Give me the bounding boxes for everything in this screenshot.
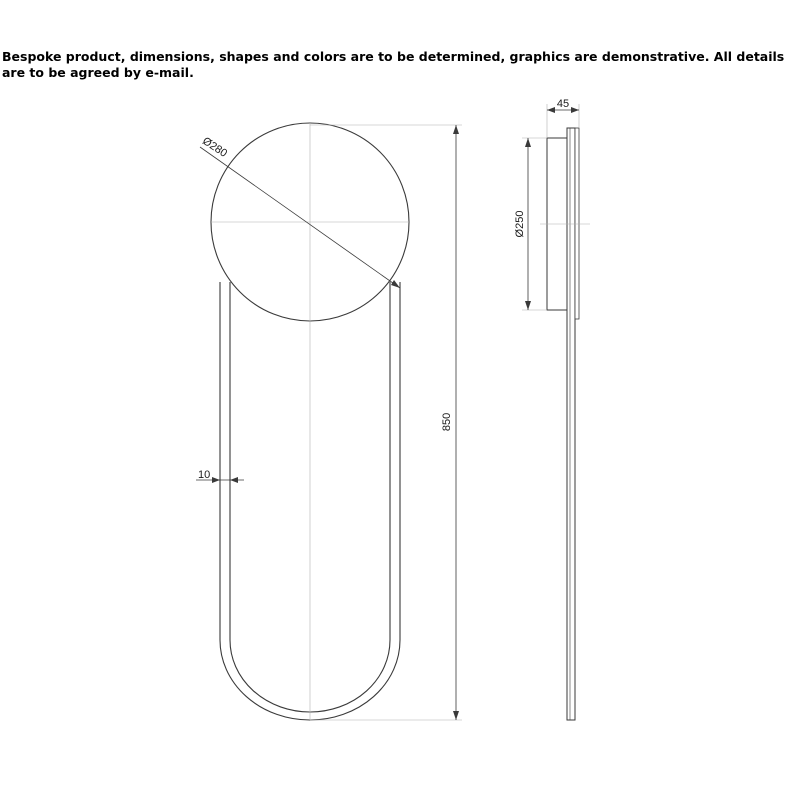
height-label: 850	[441, 412, 453, 432]
depth-label: 45	[556, 98, 570, 110]
height-arrow-top	[453, 125, 459, 134]
circle-diameter-label: Ø280	[200, 135, 230, 160]
frame-width-label: 10	[198, 469, 211, 481]
depth-arrow-left	[547, 107, 555, 113]
disc-arrow-top	[525, 138, 531, 147]
depth-arrow-right	[571, 107, 579, 113]
disc-arrow-bottom	[525, 301, 531, 310]
frame-width-arrow-inner	[230, 477, 238, 483]
height-arrow-bottom	[453, 711, 459, 720]
disclaimer-note: Bespoke product, dimensions, shapes and colors are to be determined, graphics are demonstrative. All details are to be agreed by e-mail.	[2, 49, 785, 80]
side-view	[514, 98, 590, 720]
frame-width-arrow	[212, 477, 220, 483]
side-plate	[567, 128, 575, 720]
diameter-arrowhead	[391, 280, 400, 288]
side-top-cap	[575, 128, 579, 319]
front-view	[196, 123, 462, 720]
disc-diameter-label: Ø250	[514, 210, 526, 238]
